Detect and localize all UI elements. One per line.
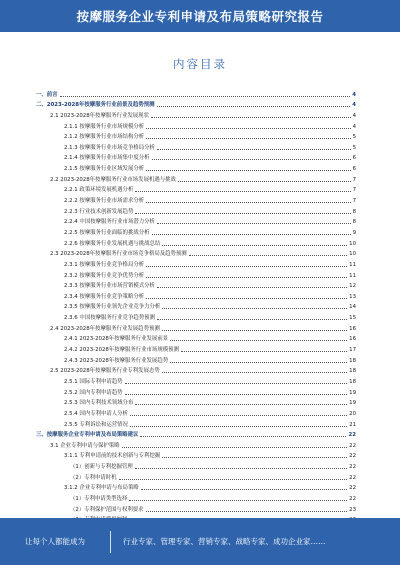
footer-slogan-right: 行业专家、管理专家、营销专家、战略专家、成功企业家…… [123,537,326,546]
toc-entry-page: 22 [349,474,356,481]
toc-leader-dots [146,277,347,278]
toc-entry-page: 7 [352,198,356,205]
toc-entry-title: （2）专利保护范围与权利要求 [70,506,144,513]
toc-leader-dots [146,202,350,203]
toc-entry-title: 2.4 2023-2028年按摩服务行业发展趋势预测 [50,325,160,332]
toc-entry-title: 2.5.4 国内专利申请人分析 [64,410,128,417]
toc-leader-dots [157,106,351,107]
toc-entry[interactable] [36,491,356,502]
toc-leader-dots [162,245,347,246]
toc-entry-page: 4 [352,123,356,130]
toc-entry-page: 11 [349,261,356,268]
report-footer [0,518,400,565]
toc-entry-page: 7 [352,176,356,183]
toc-entry[interactable] [36,119,356,130]
toc-entry-title: 2.2.1 政策环境发展机遇分析 [64,187,134,194]
toc-leader-dots [146,298,347,299]
toc-entry-page: 17 [349,347,356,354]
toc-leader-dots [141,489,347,490]
toc-entry[interactable] [36,342,356,353]
toc-entry-title: 3.1.2 企业专利申请与布局策略 [64,485,139,492]
toc-entry-page: 6 [352,155,356,162]
toc-entry-title: 2.5.2 国内专利申请趋势 [64,389,123,396]
toc-entry-title: 2.3.5 按摩服务行业领先企业竞争力分析 [64,304,161,311]
toc-leader-dots [189,255,347,256]
toc-entry[interactable] [36,193,356,204]
toc-leader-dots [181,351,347,352]
toc-entry[interactable] [36,364,356,375]
toc-entry[interactable] [36,151,356,162]
toc-leader-dots [130,426,347,427]
toc-entry-title: 2.2.4 中国按摩服务行业市场潜力分析 [64,219,155,226]
toc-entry-title: （1）专利申请类型选择 [70,495,128,502]
toc-leader-dots [152,234,351,235]
toc-entry-title: 2.3 2023-2028年按摩服务行业市场竞争格局及趋势预测 [50,251,187,258]
toc-entry-title: 2.3.4 按摩服务行业竞争策略分析 [64,293,145,300]
toc-entry-title: （2）专利申请时机 [70,474,117,481]
toc-entry-title: 2.1.5 按摩服务行业区域发展分析 [64,166,145,173]
toc-entry[interactable] [36,236,356,247]
toc-entry-page: 22 [349,485,356,492]
toc-leader-dots [162,308,347,309]
toc-leader-dots [162,457,347,458]
toc-entry-page: 16 [349,325,356,332]
toc-entry[interactable] [36,161,356,172]
toc-leader-dots [140,436,346,437]
toc-entry-title: 2.4.3 2023-2028年按摩服务行业发展趋势 [64,357,169,364]
toc-entry-title: （1）创新与专利挖掘管理 [70,464,133,471]
toc-entry[interactable] [36,257,356,268]
toc-entry-page: 15 [349,315,356,322]
toc-entry[interactable] [36,140,356,151]
toc-entry-title: 二、2023-2028年按摩服务行业前景及趋势预测 [36,102,155,109]
toc-leader-dots [162,330,347,331]
toc-entry-page: 22 [349,495,356,502]
toc-entry-title: 2.4.2 2023-2028年按摩服务行业市场规模预测 [64,347,179,354]
toc-entry-page: 14 [349,304,356,311]
toc-entry-title: 一、前言 [36,91,58,98]
toc-entry-title: 2.1.3 按摩服务行业市场竞争格局分析 [64,144,155,151]
toc-leader-dots [125,383,348,384]
toc-entry[interactable] [36,417,356,428]
toc-entry-page: 21 [349,421,356,428]
toc-entry[interactable] [36,247,356,258]
toc-entry-title: 2.5 2023-2028年按摩服务行业专利发展态势 [50,368,160,375]
toc-entry[interactable] [36,470,356,481]
toc-leader-dots [146,128,350,129]
toc-entry-page: 5 [352,134,356,141]
toc-entry[interactable] [36,310,356,321]
toc-entry[interactable] [36,215,356,226]
toc-entry[interactable] [36,481,356,492]
toc-entry[interactable] [36,385,356,396]
toc-entry[interactable] [36,268,356,279]
toc-leader-dots [146,170,350,171]
toc-entry-page: 8 [352,208,356,215]
toc-leader-dots [135,191,350,192]
report-title: 按摩服务企业专利申请及布局策略研究报告 [76,9,324,24]
toc-entry-page: 10 [349,251,356,258]
toc-entry-title: 2.4.1 2023-2028年按摩服务行业发展前景 [64,336,169,343]
toc-entry-title: 2.2.6 按摩服务行业发展机遇与挑战总结 [64,240,161,247]
toc-entry-title: 三、按摩服务企业专利申请及布局策略建议 [36,432,139,439]
toc-entry-page: 23 [349,506,356,513]
toc-entry-title: 2.3.2 按摩服务行业竞争优势分析 [64,272,145,279]
toc-leader-dots [146,511,348,512]
toc-entry-title: 2.1.2 按摩服务行业市场结构分析 [64,134,145,141]
toc-entry[interactable] [36,183,356,194]
toc-entry-title: 2.5.5 专利诉讼和运营情况 [64,421,128,428]
toc-entry-title: 2.2.3 行业技术创新发展趋势 [64,208,134,215]
toc-entry-title: 2.3.1 按摩服务行业竞争格局分析 [64,261,145,268]
toc-leader-dots [178,181,351,182]
report-header [0,0,400,32]
toc-leader-dots [146,266,347,267]
toc-entry[interactable] [36,300,356,311]
toc-entry[interactable] [36,428,356,439]
toc-entry-title: 2.3.3 按摩服务行业市场营销模式分析 [64,283,155,290]
toc-entry-page: 18 [349,368,356,375]
toc-entry[interactable] [36,108,356,119]
toc-entry[interactable] [36,396,356,407]
toc-entry-page: 9 [352,229,356,236]
toc-entry[interactable] [36,204,356,215]
toc-leader-dots [170,362,347,363]
toc-leader-dots [125,394,348,395]
toc-entry[interactable] [36,98,356,109]
toc-entry-page: 22 [348,432,356,439]
toc-leader-dots [135,468,347,469]
toc-entry-title: 3.1.1 专利申请前的技术创新与专利挖掘 [64,453,161,460]
toc-entry[interactable] [36,449,356,460]
toc-leader-dots [119,479,348,480]
toc-entry[interactable] [36,459,356,470]
toc-leader-dots [157,319,347,320]
toc-leader-dots [122,447,348,448]
toc-leader-dots [151,117,351,118]
toc-entry[interactable] [36,130,356,141]
toc-leader-dots [157,223,351,224]
toc-entry-title: 2.2.5 按摩服务行业面临的挑战分析 [64,229,150,236]
toc-entry[interactable] [36,172,356,183]
toc-entry-page: 18 [349,378,356,385]
table-of-contents [36,87,356,523]
toc-leader-dots [135,213,350,214]
toc-entry-page: 12 [349,283,356,290]
toc-entry[interactable] [36,321,356,332]
toc-entry[interactable] [36,374,356,385]
toc-entry-page: 13 [349,293,356,300]
toc-entry-page: 4 [352,112,356,119]
toc-leader-dots [157,149,351,150]
toc-entry-page: 16 [349,336,356,343]
toc-leader-dots [152,159,351,160]
toc-entry-page: 19 [349,400,356,407]
toc-entry-page: 7 [352,187,356,194]
toc-entry[interactable] [36,87,356,98]
toc-leader-dots [135,404,347,405]
toc-entry-page: 22 [349,453,356,460]
toc-leader-dots [146,138,350,139]
toc-entry[interactable] [36,406,356,417]
toc-leader-dots [157,287,347,288]
toc-entry[interactable] [36,502,356,513]
footer-slogan-left: 让每个人都能成为 [25,537,85,546]
toc-entry[interactable] [36,279,356,290]
toc-entry-title: 2.2 2023-2028年按摩服务行业市场发展机遇与挑战 [50,176,176,183]
toc-entry[interactable] [36,353,356,364]
toc-entry-page: 22 [349,464,356,471]
toc-entry-title: 2.3.6 中国按摩服务行业竞争趋势预测 [64,315,155,322]
toc-entry-page: 6 [352,166,356,173]
toc-entry-page: 22 [349,442,356,449]
toc-leader-dots [129,500,347,501]
toc-entry-title: 3.1 企业专利申请与保护策略 [50,442,120,449]
toc-entry-page: 19 [349,389,356,396]
toc-entry-page: 4 [352,91,356,98]
footer-divider [110,531,111,553]
toc-entry-title: 2.5.3 国内专利技术领域分布 [64,400,134,407]
toc-leader-dots [130,415,347,416]
toc-entry-page: 20 [349,410,356,417]
toc-entry[interactable] [36,289,356,300]
toc-entry[interactable] [36,225,356,236]
toc-leader-dots [162,372,347,373]
toc-entry-page: 11 [349,272,356,279]
toc-entry[interactable] [36,438,356,449]
toc-entry-page: 5 [352,144,356,151]
toc-leader-dots [60,96,351,97]
toc-entry-title: 2.5.1 国际专利申请趋势 [64,378,123,385]
toc-entry-page: 10 [349,240,356,247]
toc-entry-title: 2.2.2 按摩服务行业市场需求分析 [64,198,145,205]
toc-heading: 内容目录 [173,57,227,71]
toc-entry-title: 2.1.1 按摩服务行业市场规模分析 [64,123,145,130]
toc-entry-title: 2.1 2023-2028年按摩服务行业发展现状 [50,112,149,119]
toc-entry-page: 4 [352,102,356,109]
toc-entry-page: 18 [349,357,356,364]
toc-entry[interactable] [36,332,356,343]
toc-entry-title: 2.1.4 按摩服务行业市场集中度分析 [64,155,150,162]
toc-leader-dots [170,340,347,341]
toc-entry-page: 8 [352,219,356,226]
